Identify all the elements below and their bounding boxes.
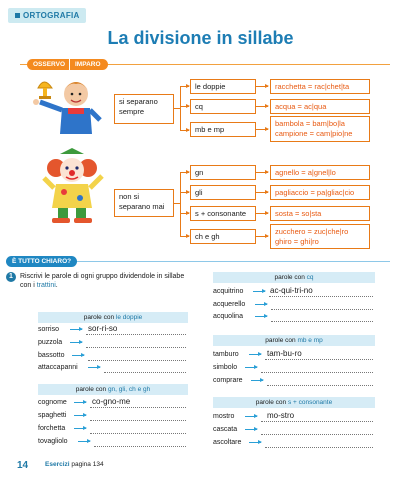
arrow-icon	[180, 172, 189, 173]
answer-text: mo-stro	[267, 411, 295, 420]
arrow-icon	[255, 316, 267, 317]
arrow-icon	[180, 86, 189, 87]
exercise-row: ascoltare	[213, 437, 375, 449]
arrow-icon	[256, 236, 268, 237]
rule-case-gn: gn	[190, 165, 256, 180]
exercise-row: acquitrino ac-qui-tri-no	[213, 286, 375, 298]
exercise-row: acquolina	[213, 311, 375, 323]
exercise-row: puzzola	[38, 337, 188, 349]
answer-text: sor-ri-so	[88, 324, 118, 333]
arrow-icon	[78, 441, 90, 442]
arrow-icon	[74, 402, 86, 403]
exercise-row: comprare	[213, 375, 375, 387]
arrow-icon	[255, 304, 267, 305]
group-header-cq: parole con cq	[213, 272, 375, 283]
arrow-icon	[180, 192, 189, 193]
group-header-mb-mp: parole con mb e mp	[213, 335, 375, 346]
rule-case-gli: gli	[190, 185, 256, 200]
exercise-row: cognome co-gno-me	[38, 397, 188, 409]
arrow-icon	[74, 428, 86, 429]
connector-line	[180, 86, 181, 130]
example-zucchero-ghiro: zucchero = zuc|che|ro ghiro = ghi|ro	[270, 224, 370, 249]
exercise-row: sorriso sor-ri-so	[38, 324, 188, 336]
badge-square-icon	[15, 13, 20, 18]
answer-text: ac-qui-tri-no	[270, 286, 313, 295]
imparo-label: IMPARO	[69, 59, 108, 70]
answer-line[interactable]	[269, 296, 373, 297]
rule-case-mb-mp: mb e mp	[190, 122, 256, 137]
tutto-chiaro-label: È TUTTO CHIARO?	[6, 256, 77, 267]
group-header-doppie: parole con le doppie	[38, 312, 188, 323]
arrow-icon	[256, 129, 268, 130]
answer-line[interactable]	[104, 372, 186, 373]
exercise-row: tamburo tam-bu-ro	[213, 349, 375, 361]
answer-line[interactable]	[86, 347, 186, 348]
exercise-number: 1	[6, 272, 16, 282]
arrow-icon	[256, 192, 268, 193]
exercise-row: acquerello	[213, 299, 375, 311]
arrow-icon	[180, 213, 189, 214]
answer-line[interactable]	[90, 420, 186, 421]
arrow-icon	[245, 367, 257, 368]
answer-line[interactable]	[261, 421, 373, 422]
arrow-icon	[70, 342, 82, 343]
exercise-instruction: 1 Riscrivi le parole di ogni gruppo dividendole in sillabe con i trattini.	[20, 272, 195, 290]
arrow-icon	[245, 416, 257, 417]
arrow-icon	[256, 213, 268, 214]
connector-line	[180, 172, 181, 237]
answer-line[interactable]	[265, 447, 373, 448]
answer-line[interactable]	[90, 407, 186, 408]
answer-line[interactable]	[86, 334, 186, 335]
rule-case-ch-gh: ch e gh	[190, 229, 256, 244]
boy-with-trophy-illustration	[30, 74, 110, 136]
exercise-row: mostro mo-stro	[213, 411, 375, 423]
example-acqua: acqua = ac|qua	[270, 99, 370, 114]
arrow-icon	[253, 291, 265, 292]
answer-line[interactable]	[88, 360, 186, 361]
arrow-icon	[256, 86, 268, 87]
exercise-row: cascata	[213, 424, 375, 436]
answer-line[interactable]	[261, 372, 373, 373]
exercise-reference[interactable]: Esercizi pagina 134	[45, 461, 104, 468]
answer-text: co-gno-me	[92, 397, 131, 406]
rule-separate-label: si separano sempre	[114, 94, 174, 124]
group-header-gn-gli-ch-gh: parole con gn, gli, ch e gh	[38, 384, 188, 395]
answer-line[interactable]	[271, 321, 373, 322]
rule-case-doppie: le doppie	[190, 79, 256, 94]
answer-line[interactable]	[94, 446, 186, 447]
example-pagliaccio: pagliaccio = pa|gliac|cio	[270, 185, 370, 200]
rule-case-s-consonante: s + consonante	[190, 206, 256, 221]
exercise-row: spaghetti	[38, 410, 188, 422]
arrow-icon	[251, 380, 263, 381]
arrow-icon	[72, 355, 84, 356]
example-bambola-campione: bambola = bam|bo|la campione = cam|pio|ne	[270, 116, 370, 142]
exercise-row: bassotto	[38, 350, 188, 362]
exercise-row: simbolo	[213, 362, 375, 374]
category-label: ORTOGRAFIA	[23, 11, 80, 20]
arrow-icon	[249, 442, 261, 443]
exercise-row: tovagliolo	[38, 436, 188, 448]
example-sosta: sosta = so|sta	[270, 206, 370, 221]
answer-line[interactable]	[267, 385, 373, 386]
osservo-label: OSSERVO	[27, 59, 71, 70]
arrow-icon	[180, 236, 189, 237]
answer-line[interactable]	[90, 433, 186, 434]
arrow-icon	[88, 367, 100, 368]
exercise-row: forchetta	[38, 423, 188, 435]
arrow-icon	[245, 429, 257, 430]
example-agnello: agnello = a|gnel|lo	[270, 165, 370, 180]
arrow-icon	[249, 354, 261, 355]
page-title: La divisione in sillabe	[107, 28, 294, 48]
answer-line[interactable]	[265, 359, 373, 360]
example-racchetta: racchetta = rac|chet|ta	[270, 79, 370, 94]
arrow-icon	[256, 172, 268, 173]
arrow-icon	[180, 106, 189, 107]
exercise-row: attaccapanni	[38, 362, 188, 374]
answer-text: tam-bu-ro	[267, 349, 302, 358]
answer-line[interactable]	[271, 309, 373, 310]
arrow-icon	[180, 130, 189, 131]
clown-illustration	[40, 148, 106, 224]
answer-line[interactable]	[261, 434, 373, 435]
rule-not-separate-label: non si separano mai	[114, 189, 174, 217]
page-number: 14	[17, 460, 29, 471]
group-header-s-consonante: parole con s + consonante	[213, 397, 375, 408]
arrow-icon	[256, 106, 268, 107]
rule-case-cq: cq	[190, 99, 256, 114]
category-badge	[8, 8, 86, 23]
arrow-icon	[70, 329, 82, 330]
arrow-icon	[74, 415, 86, 416]
